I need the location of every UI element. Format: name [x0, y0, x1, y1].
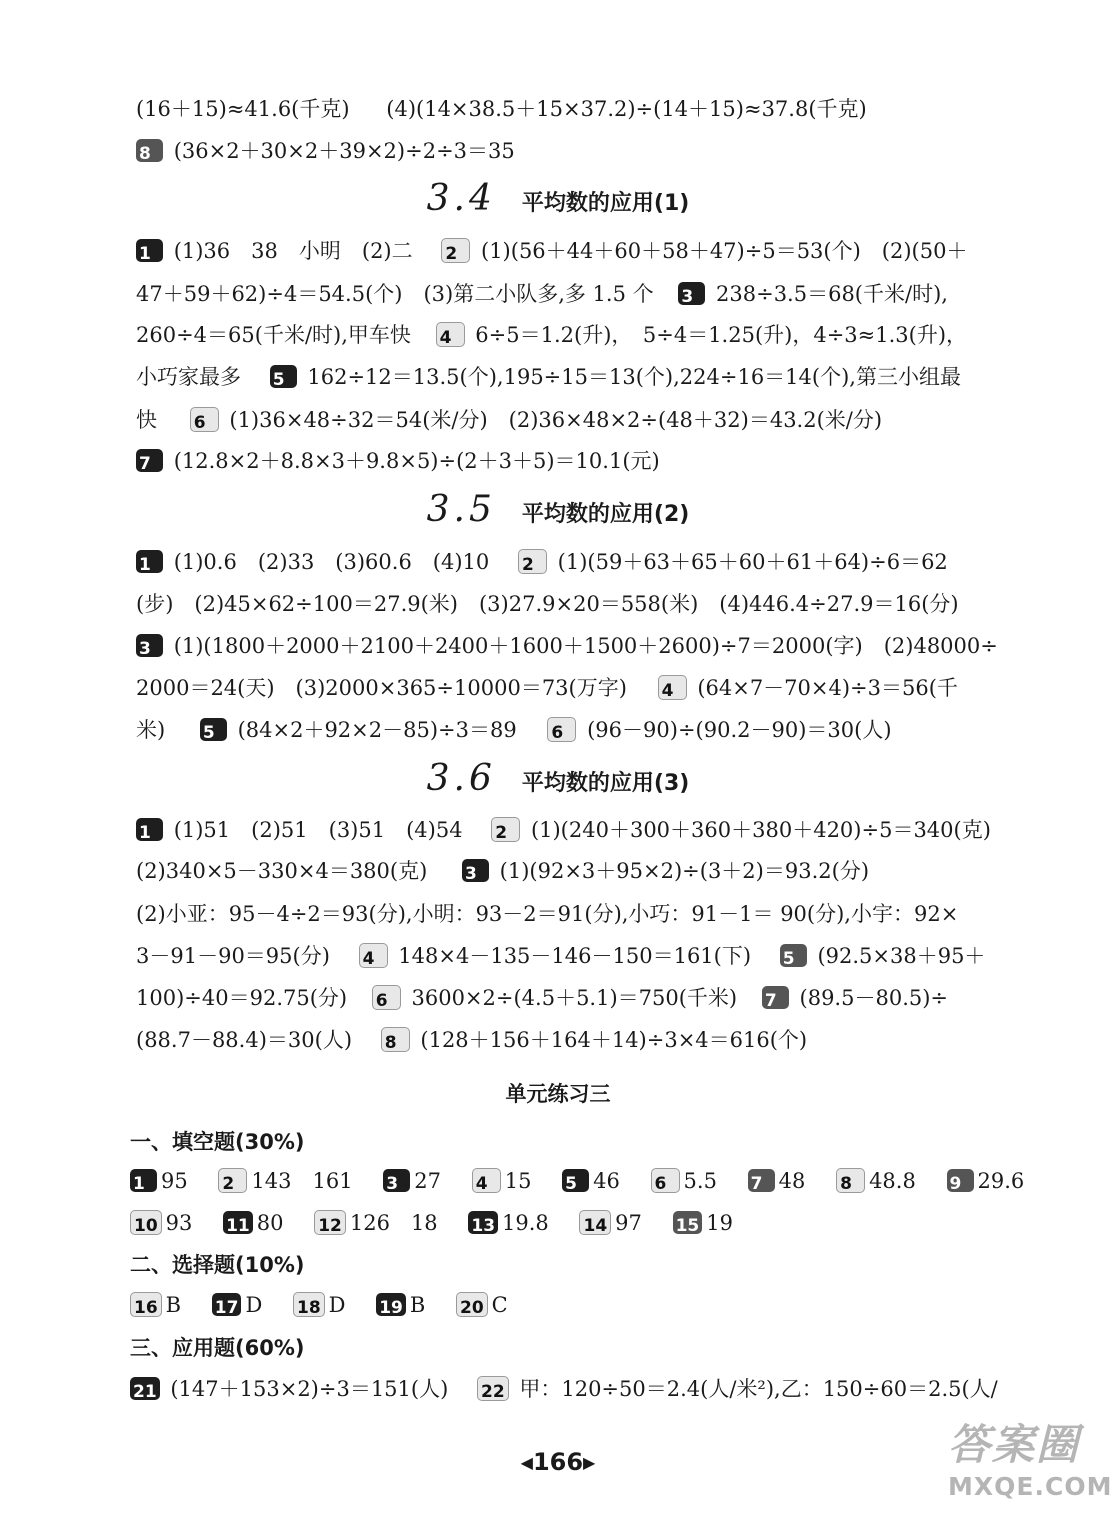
answer-line	[136, 362, 1020, 392]
question-badge: 6	[547, 717, 576, 742]
answer-text: (1)36 38 小明 (2)二	[173, 239, 413, 263]
answer-line	[136, 236, 1020, 266]
answer-text: 3－91－90＝95(分)	[136, 944, 330, 968]
answer-line	[136, 405, 1020, 435]
answer-text: 46	[593, 1169, 620, 1193]
answer-text: 162÷12＝13.5(个),195÷15＝13(个),224÷16＝14(个),第三小组最	[307, 365, 961, 389]
question-badge: 3	[136, 634, 163, 657]
answer-text: C	[491, 1293, 508, 1317]
section-heading	[0, 758, 1116, 799]
watermark-url: MXQE.COM	[948, 1472, 1113, 1501]
watermark-logo	[948, 1412, 1113, 1527]
answer-text: 100)÷40＝92.75(分)	[136, 986, 348, 1010]
answer-text: 95	[161, 1169, 188, 1193]
choice-section-title: 二、选择题(10%)	[130, 1253, 305, 1277]
answer-text: (96－90)÷(90.2－90)＝30(人)	[587, 718, 892, 742]
answer-line	[136, 589, 1020, 619]
answer-text: (2)340×5－330×4＝380(克)	[136, 859, 428, 883]
question-badge: 5	[270, 365, 297, 388]
question-badge: 4	[359, 943, 388, 968]
question-badge: 10	[130, 1210, 162, 1235]
answer-line	[136, 94, 1020, 124]
answer-text: 93	[165, 1211, 193, 1235]
answer-line	[136, 899, 1020, 929]
question-badge: 4	[658, 675, 687, 700]
answer-text: B	[165, 1293, 182, 1317]
answer-text: 143 161	[251, 1169, 353, 1193]
answer-text: 19	[706, 1211, 733, 1235]
question-badge: 4	[472, 1168, 501, 1193]
question-badge: 11	[223, 1211, 253, 1234]
answer-text: B	[409, 1293, 426, 1317]
answer-line	[136, 279, 1020, 309]
section-heading	[0, 489, 1116, 530]
answer-line	[136, 941, 1020, 971]
question-badge: 12	[314, 1210, 346, 1235]
answer-text: (147＋153×2)÷3＝151(人)	[170, 1377, 449, 1401]
answer-text: 米)	[136, 718, 166, 742]
answer-text: 48	[778, 1169, 806, 1193]
question-badge: 20	[456, 1292, 488, 1317]
answer-text: (16＋15)≈41.6(千克)	[136, 97, 350, 121]
question-badge: 9	[947, 1169, 974, 1192]
question-badge: 15	[673, 1211, 703, 1234]
answer-line	[136, 673, 1020, 703]
answer-line	[136, 715, 1020, 745]
section-title: 平均数的应用(1)	[521, 191, 690, 216]
answer-text: 80	[256, 1211, 284, 1235]
unit-title: 单元练习三	[505, 1082, 611, 1106]
answer-text: 47＋59＋62)÷4＝54.5(个) (3)第二小队多,多 1.5 个	[136, 282, 654, 306]
question-badge: 2	[218, 1168, 247, 1193]
question-badge: 3	[462, 859, 489, 882]
question-badge: 2	[491, 817, 520, 842]
answer-line	[130, 1208, 1020, 1238]
answer-text: (36×2＋30×2＋39×2)÷2÷3＝35	[173, 139, 515, 163]
question-badge: 17	[212, 1293, 242, 1316]
triangle-right-icon: ▶	[583, 1453, 596, 1472]
triangle-left-icon: ◀	[520, 1453, 533, 1472]
question-badge: 16	[130, 1292, 162, 1317]
answer-text: (128＋156＋164＋14)÷3×4＝616(个)	[420, 1028, 808, 1052]
answer-line	[136, 547, 1020, 577]
watermark-text: 答案圈	[948, 1420, 1081, 1469]
answer-text: (84×2＋92×2－85)÷3＝89	[237, 718, 517, 742]
question-badge: 1	[136, 550, 163, 573]
answer-text: 97	[615, 1211, 642, 1235]
question-badge: 13	[468, 1211, 498, 1234]
question-badge: 5	[562, 1169, 589, 1192]
answer-text: D	[245, 1293, 263, 1317]
question-badge: 8	[381, 1027, 410, 1052]
answer-text: 148×4－135－146－150＝161(下)	[398, 944, 752, 968]
answer-text: (89.5－80.5)÷	[799, 986, 949, 1010]
question-badge: 5	[200, 718, 227, 741]
fill-section-title: 一、填空题(30%)	[130, 1130, 305, 1154]
answer-text: (4)(14×38.5＋15×37.2)÷(14＋15)≈37.8(千克)	[386, 97, 867, 121]
answer-line	[130, 1374, 1020, 1404]
answer-text: 快	[136, 408, 157, 432]
answer-text: 甲：120÷50＝2.4(人/米²),乙：150÷60＝2.5(人/	[519, 1377, 998, 1401]
answer-text: 3600×2÷(4.5＋5.1)＝750(千米)	[411, 986, 738, 1010]
answer-text: (1)(56＋44＋60＋58＋47)÷5＝53(个) (2)(50＋	[481, 239, 968, 263]
question-badge: 6	[651, 1168, 680, 1193]
answer-text: 2000＝24(天) (3)2000×365÷10000＝73(万字)	[136, 676, 627, 700]
question-badge: 5	[780, 944, 807, 967]
answer-line	[136, 446, 1020, 476]
answer-text: (1)36×48÷32＝54(米/分) (2)36×48×2÷(48＋32)＝43.2(米/分)	[229, 408, 883, 432]
answer-text: 27	[414, 1169, 442, 1193]
question-badge: 2	[518, 549, 547, 574]
page-number-text: 166	[532, 1448, 584, 1476]
answer-text: (1)0.6 (2)33 (3)60.6 (4)10	[173, 550, 490, 574]
question-badge: 14	[579, 1210, 611, 1235]
question-badge: 1	[136, 239, 163, 262]
question-badge: 8	[136, 139, 163, 162]
answer-text: 238÷3.5＝68(千米/时),	[716, 282, 948, 306]
question-badge: 21	[130, 1377, 160, 1400]
question-badge: 2	[441, 238, 470, 263]
answer-text: 19.8	[502, 1211, 549, 1235]
answer-text: 6÷5＝1.2(升)， 5÷4＝1.25(升)，4÷3≈1.3(升)，	[475, 323, 968, 347]
answer-text: (1)(92×3＋95×2)÷(3＋2)＝93.2(分)	[499, 859, 870, 883]
question-badge: 7	[136, 449, 163, 472]
question-badge: 8	[836, 1168, 865, 1193]
answer-text: (88.7－88.4)＝30(人)	[136, 1028, 353, 1052]
answer-line	[130, 1166, 1025, 1196]
answer-text: 126 18	[349, 1211, 438, 1235]
question-badge: 1	[136, 818, 163, 841]
question-badge: 7	[762, 986, 789, 1009]
question-badge: 1	[130, 1169, 157, 1192]
answer-line	[136, 320, 1020, 350]
answer-text: D	[328, 1293, 346, 1317]
question-badge: 3	[383, 1169, 410, 1192]
answer-text: (92.5×38＋95＋	[817, 944, 986, 968]
answer-text: (步) (2)45×62÷100＝27.9(米) (3)27.9×20＝558(米) (4)446.4÷27.9＝16(分)	[136, 592, 959, 616]
question-badge: 22	[477, 1376, 509, 1401]
application-section-title: 三、应用题(60%)	[130, 1336, 305, 1360]
answer-text: (1)(59＋63＋65＋60＋61＋64)÷6＝62	[557, 550, 948, 574]
question-badge: 18	[293, 1292, 325, 1317]
answer-line	[136, 136, 1020, 166]
answer-text: 小巧家最多	[136, 365, 241, 389]
section-number: 3.5	[426, 489, 496, 530]
section-number: 3.4	[426, 178, 496, 219]
answer-text: (1)(240＋300＋360＋380＋420)÷5＝340(克)	[530, 818, 991, 842]
answer-line	[130, 1290, 1020, 1320]
question-badge: 3	[678, 282, 705, 305]
question-badge: 19	[376, 1293, 406, 1316]
question-badge: 7	[748, 1169, 775, 1192]
section-title: 平均数的应用(2)	[521, 502, 690, 527]
answer-text: 48.8	[869, 1169, 916, 1193]
answer-text: (1)51 (2)51 (3)51 (4)54	[173, 818, 463, 842]
answer-text: 29.6	[977, 1169, 1025, 1193]
answer-text: (1)(1800＋2000＋2100＋2400＋1600＋1500＋2600)÷7＝2000(字) (2)48000÷	[173, 634, 998, 658]
question-badge: 4	[436, 322, 465, 347]
answer-text: 260÷4＝65(千米/时),甲车快	[136, 323, 411, 347]
answer-text: (64×7－70×4)÷3＝56(千	[697, 676, 958, 700]
answer-text: (12.8×2＋8.8×3＋9.8×5)÷(2＋3＋5)＝10.1(元)	[173, 449, 660, 473]
section-title: 平均数的应用(3)	[521, 771, 690, 796]
answer-line	[136, 983, 1020, 1013]
answer-text: 5.5	[683, 1169, 717, 1193]
section-heading	[0, 178, 1116, 219]
answer-text: 15	[504, 1169, 532, 1193]
answer-line	[136, 1025, 1020, 1055]
section-number: 3.6	[426, 758, 496, 799]
answer-line	[136, 856, 1020, 886]
question-badge: 6	[190, 407, 219, 432]
answer-line	[136, 815, 1020, 845]
answer-line	[136, 631, 1020, 661]
answer-text: (2)小亚：95－4÷2＝93(分),小明：93－2＝91(分),小巧：91－1＝ 90(分),小宇：92×	[136, 902, 959, 926]
question-badge: 6	[372, 985, 401, 1010]
